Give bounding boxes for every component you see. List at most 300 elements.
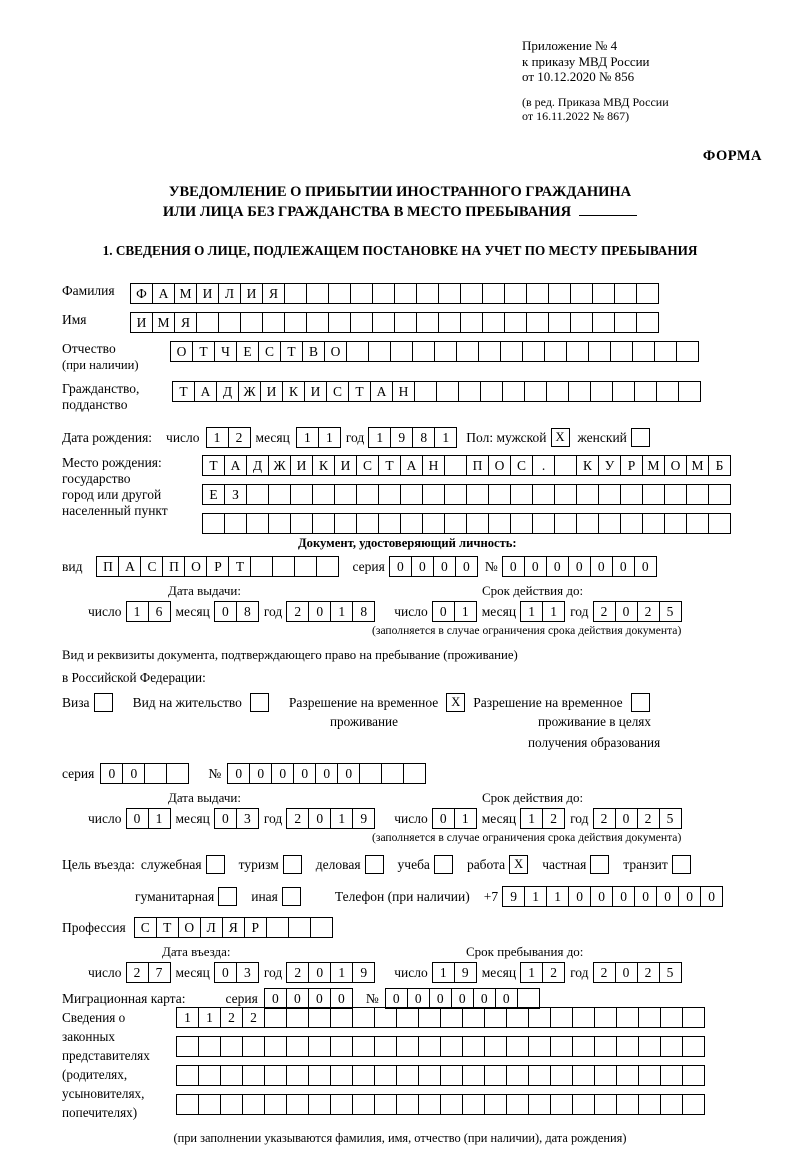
surname-input[interactable] [130,283,658,304]
cell[interactable] [506,1036,529,1057]
cell[interactable]: 3 [236,962,259,983]
cell[interactable]: 2 [286,962,309,983]
cell[interactable]: Д [216,381,239,402]
cell[interactable]: Ч [214,341,237,362]
purpose-option-checkbox-6[interactable] [672,855,691,874]
cell[interactable]: 0 [590,886,613,907]
cell[interactable]: С [134,917,157,938]
cell[interactable]: 0 [495,988,518,1009]
cell[interactable]: 0 [308,962,331,983]
cell[interactable] [517,988,540,1009]
cell[interactable] [416,312,439,333]
cell[interactable] [594,1065,617,1086]
cell[interactable] [176,1094,199,1115]
cell[interactable] [506,1094,529,1115]
cell[interactable] [466,484,489,505]
cell[interactable] [482,312,505,333]
cell[interactable]: 2 [286,808,309,829]
cell[interactable]: О [664,455,687,476]
cell[interactable] [570,283,593,304]
cell[interactable] [572,1094,595,1115]
cell[interactable]: Т [156,917,179,938]
cell[interactable] [620,484,643,505]
cell[interactable] [550,1065,573,1086]
cell[interactable] [458,381,481,402]
cell[interactable] [422,484,445,505]
cell[interactable] [610,341,633,362]
cell[interactable] [686,484,709,505]
cell[interactable] [400,513,423,534]
cell[interactable]: 9 [390,427,413,448]
cell[interactable]: 1 [432,962,455,983]
cell[interactable] [356,513,379,534]
cell[interactable] [372,283,395,304]
cell[interactable] [480,381,503,402]
representatives-row-2[interactable] [176,1036,704,1057]
cell[interactable] [374,1094,397,1115]
cell[interactable]: 6 [148,601,171,622]
cell[interactable] [374,1007,397,1028]
cell[interactable] [290,513,313,534]
cell[interactable]: Е [236,341,259,362]
cell[interactable]: Т [228,556,251,577]
stay-doc-series-input[interactable] [100,763,188,784]
cell[interactable] [678,381,701,402]
cell[interactable]: 1 [520,962,543,983]
cell[interactable] [660,1007,683,1028]
cell[interactable]: Ф [130,283,153,304]
cell[interactable] [416,283,439,304]
cell[interactable]: 0 [122,763,145,784]
cell[interactable] [330,1065,353,1086]
cell[interactable]: 0 [293,763,316,784]
cell[interactable] [572,1036,595,1057]
cell[interactable] [616,1094,639,1115]
cell[interactable] [240,312,263,333]
cell[interactable] [566,341,589,362]
cell[interactable]: 5 [659,962,682,983]
cell[interactable] [484,1007,507,1028]
cell[interactable]: У [598,455,621,476]
cell[interactable]: Б [708,455,731,476]
cell[interactable]: О [170,341,193,362]
cell[interactable] [550,1036,573,1057]
cell[interactable]: П [96,556,119,577]
cell[interactable] [488,484,511,505]
cell[interactable] [290,484,313,505]
cell[interactable]: 1 [434,427,457,448]
cell[interactable]: И [130,312,153,333]
identity-valid-year-input[interactable] [593,601,681,622]
cell[interactable] [434,341,457,362]
citizenship-input[interactable] [172,381,700,402]
cell[interactable]: 0 [429,988,452,1009]
cell[interactable] [598,513,621,534]
cell[interactable] [418,1094,441,1115]
cell[interactable] [286,1094,309,1115]
cell[interactable]: 2 [542,962,565,983]
cell[interactable]: М [174,283,197,304]
cell[interactable] [403,763,426,784]
cell[interactable] [708,484,731,505]
cell[interactable]: 0 [568,556,591,577]
cell[interactable] [528,1036,551,1057]
cell[interactable] [638,1065,661,1086]
purpose-option-checkbox-2[interactable] [365,855,384,874]
cell[interactable]: П [466,455,489,476]
cell[interactable]: 9 [352,808,375,829]
cell[interactable]: 0 [407,988,430,1009]
cell[interactable]: 1 [454,601,477,622]
cell[interactable] [500,341,523,362]
cell[interactable]: 0 [227,763,250,784]
cell[interactable]: 0 [286,988,309,1009]
cell[interactable] [418,1036,441,1057]
cell[interactable]: Т [378,455,401,476]
cell[interactable] [634,381,657,402]
cell[interactable]: 0 [214,962,237,983]
cell[interactable] [488,513,511,534]
cell[interactable]: А [224,455,247,476]
cell[interactable]: 0 [615,962,638,983]
cell[interactable] [524,381,547,402]
cell[interactable] [462,1007,485,1028]
cell[interactable] [440,1094,463,1115]
cell[interactable] [462,1065,485,1086]
cell[interactable] [266,917,289,938]
purpose-option2-checkbox-0[interactable] [218,887,237,906]
cell[interactable]: Ж [268,455,291,476]
cell[interactable]: 2 [637,601,660,622]
cell[interactable]: 0 [615,808,638,829]
cell[interactable] [588,341,611,362]
cell[interactable] [676,341,699,362]
cell[interactable] [352,1065,375,1086]
cell[interactable]: Т [280,341,303,362]
cell[interactable] [246,484,269,505]
cell[interactable] [632,341,655,362]
cell[interactable] [444,455,467,476]
cell[interactable]: А [118,556,141,577]
cell[interactable]: 9 [454,962,477,983]
cell[interactable] [374,1036,397,1057]
cell[interactable] [350,312,373,333]
stay-doc-valid-month-input[interactable] [520,808,564,829]
identity-issue-day-input[interactable] [126,601,170,622]
cell[interactable]: 0 [432,601,455,622]
cell[interactable]: А [194,381,217,402]
cell[interactable] [176,1065,199,1086]
cell[interactable] [548,283,571,304]
cell[interactable]: 0 [546,556,569,577]
cell[interactable]: 9 [352,962,375,983]
stay-doc-issue-month-input[interactable] [214,808,258,829]
cell[interactable] [440,1007,463,1028]
cell[interactable]: 0 [455,556,478,577]
residence-permit-checkbox[interactable] [250,693,269,712]
cell[interactable]: 0 [330,988,353,1009]
cell[interactable] [198,1036,221,1057]
cell[interactable]: 0 [271,763,294,784]
identity-valid-day-input[interactable] [432,601,476,622]
cell[interactable] [510,513,533,534]
cell[interactable] [394,312,417,333]
cell[interactable] [484,1065,507,1086]
cell[interactable]: 2 [286,601,309,622]
cell[interactable]: 0 [656,886,679,907]
cell[interactable] [378,513,401,534]
cell[interactable]: Е [202,484,225,505]
cell[interactable]: Я [262,283,285,304]
cell[interactable] [224,513,247,534]
cell[interactable] [664,484,687,505]
cell[interactable]: Т [348,381,371,402]
cell[interactable] [570,312,593,333]
cell[interactable] [572,1065,595,1086]
cell[interactable] [202,513,225,534]
cell[interactable]: О [184,556,207,577]
cell[interactable] [268,513,291,534]
cell[interactable]: 0 [214,601,237,622]
cell[interactable] [330,1007,353,1028]
cell[interactable]: 3 [236,808,259,829]
cell[interactable]: 0 [433,556,456,577]
cell[interactable]: 0 [612,886,635,907]
cell[interactable]: 2 [242,1007,265,1028]
cell[interactable]: 0 [502,556,525,577]
cell[interactable]: Р [244,917,267,938]
cell[interactable]: 8 [412,427,435,448]
purpose-option2-checkbox-1[interactable] [282,887,301,906]
cell[interactable] [528,1065,551,1086]
cell[interactable] [528,1007,551,1028]
cell[interactable]: К [576,455,599,476]
cell[interactable]: 0 [308,601,331,622]
birthplace-row-2[interactable] [202,484,730,505]
cell[interactable] [502,381,525,402]
cell[interactable]: Д [246,455,269,476]
cell[interactable]: 1 [126,601,149,622]
cell[interactable]: 1 [198,1007,221,1028]
representatives-row-4[interactable] [176,1094,704,1115]
cell[interactable]: 0 [249,763,272,784]
cell[interactable] [218,312,241,333]
cell[interactable]: 5 [659,601,682,622]
cell[interactable] [660,1065,683,1086]
cell[interactable] [460,283,483,304]
cell[interactable]: И [240,283,263,304]
cell[interactable] [598,484,621,505]
cell[interactable] [444,513,467,534]
cell[interactable] [550,1007,573,1028]
cell[interactable]: К [282,381,305,402]
sex-male-checkbox[interactable]: X [551,428,570,447]
cell[interactable]: А [370,381,393,402]
cell[interactable]: Л [200,917,223,938]
cell[interactable]: 8 [352,601,375,622]
cell[interactable] [526,283,549,304]
cell[interactable] [144,763,167,784]
cell[interactable] [352,1036,375,1057]
cell[interactable] [568,381,591,402]
cell[interactable]: И [290,455,313,476]
birth-year-input[interactable] [368,427,456,448]
cell[interactable] [334,513,357,534]
cell[interactable] [396,1036,419,1057]
cell[interactable]: Я [174,312,197,333]
cell[interactable] [504,283,527,304]
cell[interactable] [198,1065,221,1086]
identity-number-input[interactable] [502,556,656,577]
cell[interactable] [638,1036,661,1057]
cell[interactable] [506,1007,529,1028]
cell[interactable] [484,1094,507,1115]
cell[interactable] [288,917,311,938]
cell[interactable]: 1 [206,427,229,448]
cell[interactable] [414,381,437,402]
cell[interactable]: 0 [214,808,237,829]
cell[interactable]: Я [222,917,245,938]
cell[interactable]: 2 [542,808,565,829]
cell[interactable]: 1 [330,808,353,829]
cell[interactable] [544,341,567,362]
cell[interactable] [682,1094,705,1115]
cell[interactable]: Н [392,381,415,402]
cell[interactable] [616,1065,639,1086]
cell[interactable]: Р [620,455,643,476]
cell[interactable] [554,455,577,476]
cell[interactable]: И [260,381,283,402]
cell[interactable] [636,312,659,333]
cell[interactable] [264,1007,287,1028]
cell[interactable] [456,341,479,362]
cell[interactable] [436,381,459,402]
cell[interactable] [612,381,635,402]
cell[interactable]: 1 [176,1007,199,1028]
cell[interactable] [334,484,357,505]
cell[interactable]: Р [206,556,229,577]
migration-series-input[interactable] [264,988,352,1009]
cell[interactable]: 0 [126,808,149,829]
cell[interactable] [262,312,285,333]
cell[interactable] [522,341,545,362]
cell[interactable] [550,1094,573,1115]
cell[interactable]: С [326,381,349,402]
cell[interactable]: 5 [659,808,682,829]
cell[interactable] [686,513,709,534]
cell[interactable] [422,513,445,534]
cell[interactable]: М [642,455,665,476]
cell[interactable]: 2 [126,962,149,983]
cell[interactable] [312,484,335,505]
stay-doc-issue-day-input[interactable] [126,808,170,829]
cell[interactable]: 0 [385,988,408,1009]
cell[interactable] [166,763,189,784]
cell[interactable]: К [312,455,335,476]
cell[interactable]: Н [422,455,445,476]
cell[interactable] [242,1065,265,1086]
cell[interactable]: С [140,556,163,577]
identity-issue-year-input[interactable] [286,601,374,622]
cell[interactable] [526,312,549,333]
cell[interactable] [708,513,731,534]
cell[interactable]: 0 [678,886,701,907]
temp-residence-checkbox[interactable]: X [446,693,465,712]
cell[interactable] [400,484,423,505]
cell[interactable]: И [304,381,327,402]
sex-female-checkbox[interactable] [631,428,650,447]
cell[interactable] [316,556,339,577]
identity-issue-month-input[interactable] [214,601,258,622]
purpose-option-checkbox-1[interactable] [283,855,302,874]
cell[interactable] [396,1094,419,1115]
cell[interactable]: 1 [296,427,319,448]
phone-input[interactable] [502,886,722,907]
cell[interactable]: 0 [612,556,635,577]
identity-valid-month-input[interactable] [520,601,564,622]
cell[interactable]: 0 [308,988,331,1009]
cell[interactable]: . [532,455,555,476]
identity-type-input[interactable] [96,556,338,577]
cell[interactable] [460,312,483,333]
cell[interactable] [220,1094,243,1115]
cell[interactable] [444,484,467,505]
cell[interactable]: Т [172,381,195,402]
edu-residence-checkbox[interactable] [631,693,650,712]
cell[interactable] [590,381,613,402]
purpose-option-checkbox-5[interactable] [590,855,609,874]
cell[interactable]: Т [202,455,225,476]
cell[interactable] [308,1094,331,1115]
cell[interactable] [614,283,637,304]
cell[interactable] [592,283,615,304]
cell[interactable] [654,341,677,362]
cell[interactable] [308,1036,331,1057]
cell[interactable] [372,312,395,333]
cell[interactable] [642,513,665,534]
cell[interactable] [576,484,599,505]
cell[interactable]: И [196,283,219,304]
cell[interactable] [264,1094,287,1115]
cell[interactable] [396,1065,419,1086]
cell[interactable]: 0 [473,988,496,1009]
cell[interactable]: 0 [315,763,338,784]
cell[interactable] [616,1007,639,1028]
stay-doc-valid-year-input[interactable] [593,808,681,829]
cell[interactable] [572,1007,595,1028]
cell[interactable] [594,1036,617,1057]
cell[interactable]: О [488,455,511,476]
cell[interactable]: 2 [593,808,616,829]
birth-day-input[interactable] [206,427,250,448]
cell[interactable] [264,1036,287,1057]
cell[interactable]: 1 [368,427,391,448]
cell[interactable] [196,312,219,333]
cell[interactable] [682,1065,705,1086]
cell[interactable]: 2 [637,808,660,829]
cell[interactable]: О [178,917,201,938]
cell[interactable] [328,283,351,304]
cell[interactable] [510,484,533,505]
cell[interactable]: В [302,341,325,362]
cell[interactable] [504,312,527,333]
cell[interactable] [642,484,665,505]
entry-day-input[interactable] [126,962,170,983]
migration-number-input[interactable] [385,988,539,1009]
name-input[interactable] [130,312,658,333]
cell[interactable] [418,1007,441,1028]
cell[interactable]: 0 [568,886,591,907]
